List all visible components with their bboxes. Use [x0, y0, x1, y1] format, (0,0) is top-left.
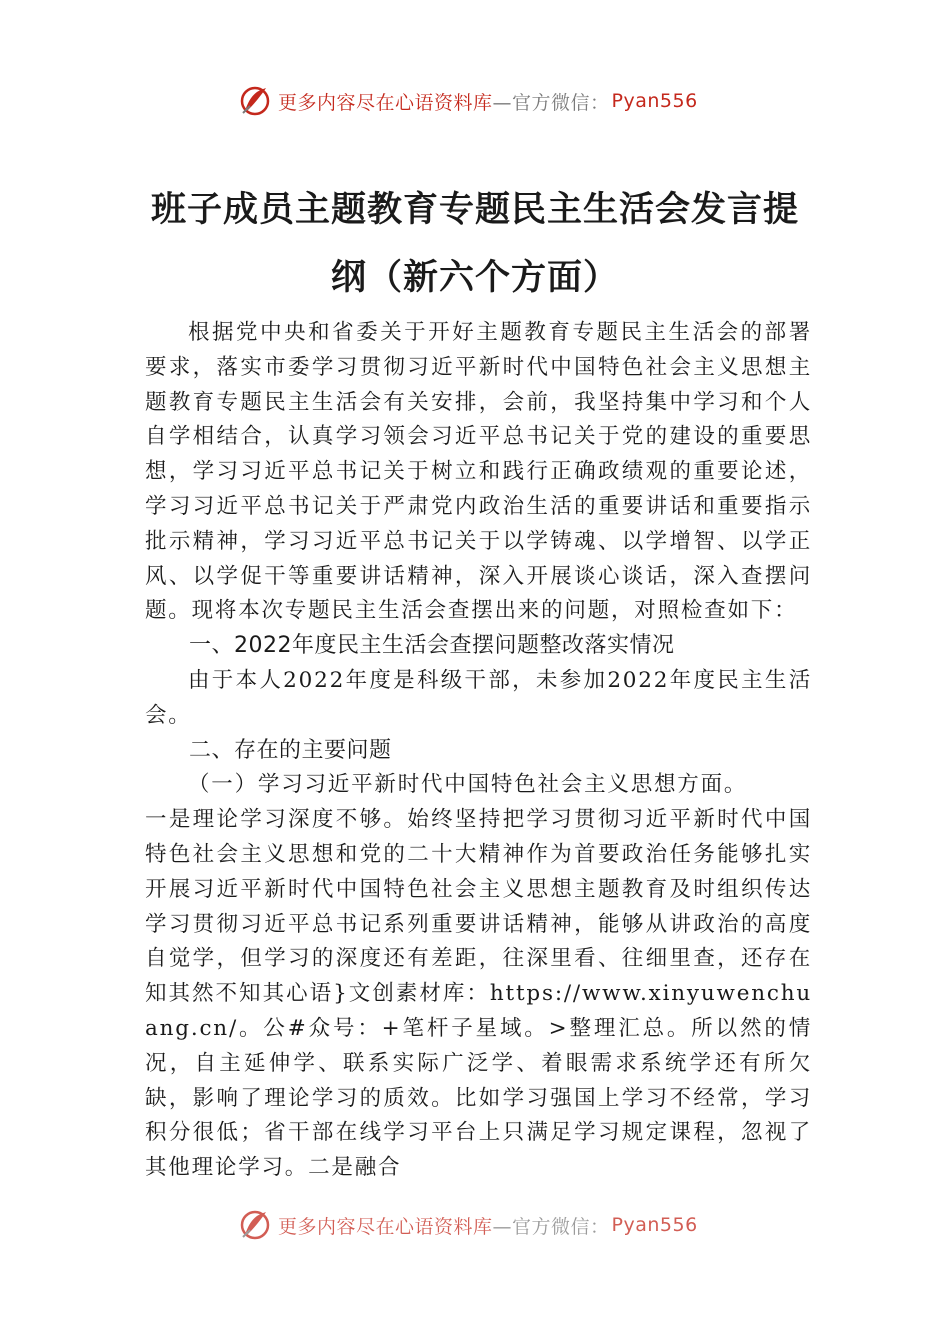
watermark-suffix: —官方微信：	[492, 91, 610, 114]
document-body	[145, 316, 812, 1216]
watermark-name: 更多内容尽在心语资料库	[278, 91, 493, 114]
section-heading-2: 二、存在的主要问题	[189, 737, 392, 763]
section-heading-1: 一、2022年度民主生活会查摆问题整改落实情况	[189, 633, 675, 659]
paragraph-2022-status: 由于本人2022年度是科级干部，未参加2022年度民主生活会。	[145, 667, 812, 728]
intro-paragraph: 根据党中央和省委关于开好主题教育专题民主生活会的部署要求，落实市委学习贯彻习近平新时代中国特色社会主义思想主题教育专题民主生活会有关安排，会前，我坚持集中学习和个人自学相结合，认真学习领会习近平总书记关于党的建设的重要思想，学习习近平总书记关于树立和践行正确政绩观的重要论述，学习习近平总书记关于严肃党内政治生活的重要讲话和重要指示批示精神，学习习近平总书记关于以学铸魂、以学增智、以学正风、以学促干等重要讲话精神，深入开展谈心谈话，深入查摆问题。现将本次专题民主生活会查摆出来的问题，对照检查如下：	[145, 320, 812, 624]
document-title-line-2: 纲（新六个方面）	[330, 257, 619, 298]
watermark-suffix: —官方微信：	[492, 1215, 610, 1238]
subsection-heading-1: （一）学习习近平新时代中国特色社会主义思想方面。	[188, 772, 748, 798]
brush-logo-icon	[238, 1208, 272, 1242]
paragraph-theory-study: 一是理论学习深度不够。始终坚持把学习贯彻习近平新时代中国特色社会主义思想和党的二十大精神作为首要政治任务能够扎实开展习近平新时代中国特色社会主义思想主题教育及时组织传达学习贯彻习近平总书记系列重要讲话精神，能够从讲政治的高度自觉学，但学习的深度还有差距，往深里看、往细里查，还存在知其然不知其心语}文创素材库：https://www.xinyuwenchuang.cn/。公#众号：+笔杆子星域。>整理汇总。所以然的情况，自主延伸学、联系实际广泛学、着眼需求系统学还有所欠缺，影响了理论学习的质效。比如学习强国上学习不经常，学习积分很低；省干部在线学习平台上只满足学习规定课程，忽视了其他理论学习。二是融合	[145, 807, 812, 1181]
document-title-line-1: 班子成员主题教育专题民主生活会发言提	[150, 189, 799, 230]
watermark-footer	[238, 1208, 698, 1242]
watermark-name: 更多内容尽在心语资料库	[278, 1215, 493, 1238]
watermark-wechat-id: Pyan556	[611, 90, 698, 112]
watermark-wechat-id: Pyan556	[611, 1214, 698, 1236]
watermark-header	[238, 84, 698, 118]
brush-logo-icon	[238, 84, 272, 118]
